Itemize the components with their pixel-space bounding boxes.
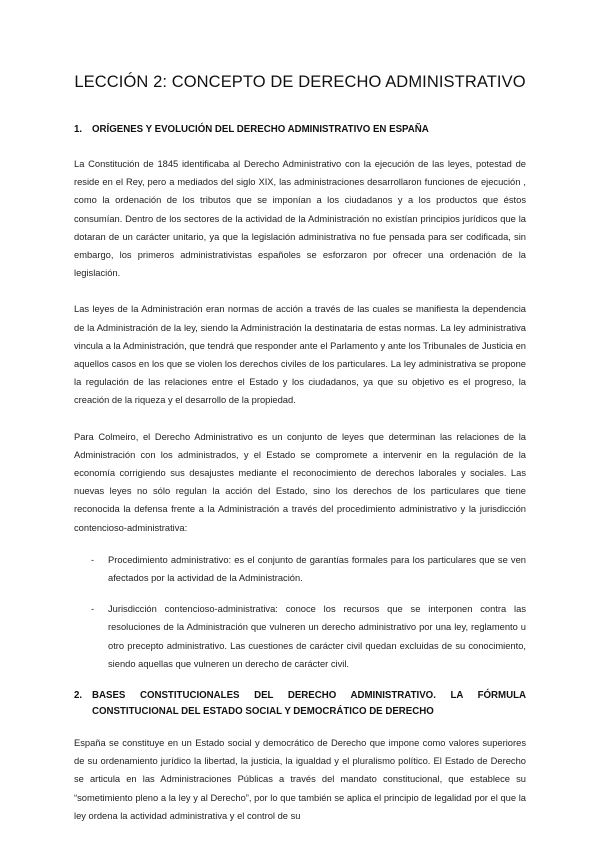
list-item-jurisdiccion: Jurisdicción contencioso-administrativa: conoce los recursos que se interponen contra las resoluciones de la Administración que vulneren un derecho administrativo por una ley, reglamento u otro precepto administrativo. Las cuestiones de carácter civil quedan excluidas de su conocimiento, siendo aquellas que vulneren un derecho de carácter civil. xyxy=(108,604,526,669)
list-item xyxy=(74,600,526,673)
list-dash-marker: - xyxy=(91,554,95,565)
paragraph-constitucion-1845: La Constitución de 1845 identificaba al Derecho Administrativo con la ejecución de las leyes, potestad de reside en el Rey, pero a mediados del siglo XIX, las administraciones desarrollaron funciones de ejecución , como la ordenación de los tributos que se imponían a los ciudadanos y a los productos que éstos consumían. Dentro de los sectores de la actividad de la Administración no existían principios jurídicos que la dotaran de un carácter unitario, ya que la legislación administrativa no fue pensada para ser codificada, sin embargo, los primeros administrativistas españoles se esforzaron por ofrecer una ordenación de la legislación. xyxy=(74,159,526,279)
section-heading-text: BASES CONSTITUCIONALES DEL DERECHO ADMINISTRATIVO. LA FÓRMULA CONSTITUCIONAL DEL ESTADO SOCIAL Y DEMOCRÁTICO DE DERECHO xyxy=(92,690,526,718)
paragraph-estado-social: España se constituye en un Estado social y democrático de Derecho que impone como valores superiores de su ordenamiento jurídico la libertad, la justicia, la igualdad y el pluralismo político. El Estado de Derecho se articula en las Administraciones Públicas a través del mandato constitucional, que establece su “sometimiento pleno a la ley y al Derecho”, por lo que también se aplica el principio de legalidad por el que la ley ordena la actividad administrativa y el control de su xyxy=(74,738,526,821)
paragraph-colmeiro: Para Colmeiro, el Derecho Administrativo es un conjunto de leyes que determinan las relaciones de la Administración con los administrados, y el Estado se compromete a intervenir en la regulación de la economía corrigiendo sus desajustes mediante el reconocimiento de derechos laborales y sociales. Las nuevas leyes no sólo regulan la acción del Estado, sino los derechos de los particulares que tiene reconocida la defensa frente a la Administración a través del procedimiento administrativo y la jurisdicción contencioso-administrativa: xyxy=(74,431,526,533)
paragraph-leyes-administracion: Las leyes de la Administración eran normas de acción a través de las cuales se manifiesta la dependencia de la Administración de la ley, siendo la Administración la destinataria de estas normas. La ley administrativa vincula a la Administración, que tendrá que responder ante el Parlamento y ante los Tribunales de Justicia en aquellos casos en los que se violen los derechos civiles de los particulares. La ley administrativa se propone la regulación de las relaciones entre el Estado y los ciudadanos, ya que su objetivo es el progreso, la creación de la riqueza y el desarrollo de la propiedad. xyxy=(74,304,526,406)
section-number: 1. xyxy=(74,124,83,135)
section-heading-text: ORÍGENES Y EVOLUCIÓN DEL DERECHO ADMINISTRATIVO EN ESPAÑA xyxy=(92,124,429,135)
section-heading-bases-constitucionales xyxy=(74,688,526,720)
list-item xyxy=(74,551,526,587)
page-title: LECCIÓN 2: CONCEPTO DE DERECHO ADMINISTRATIVO xyxy=(74,73,526,91)
list-dash-marker: - xyxy=(91,604,95,615)
section-heading-origenes xyxy=(74,122,526,138)
dash-list xyxy=(74,551,526,673)
list-item-procedimiento: Procedimiento administrativo: es el conjunto de garantías formales para los particulares que se ven afectados por la actividad de la Administración. xyxy=(108,554,526,584)
section-number: 2. xyxy=(74,690,83,702)
